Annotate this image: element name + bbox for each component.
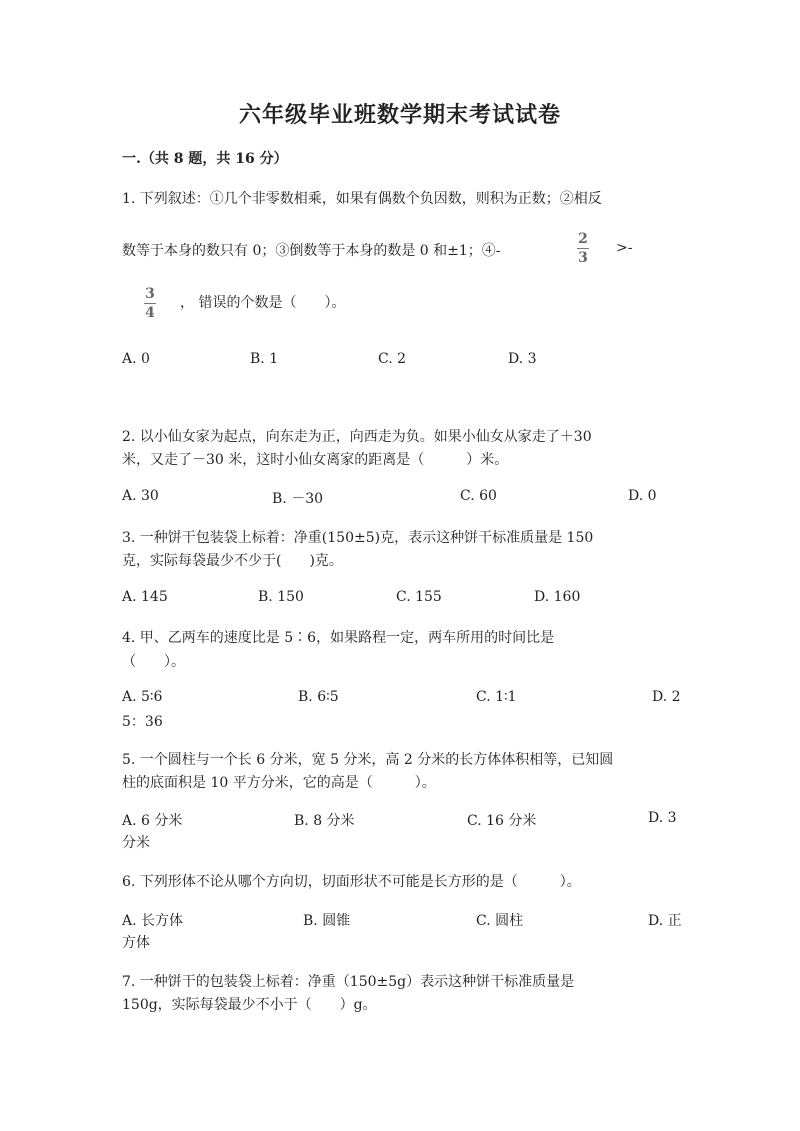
q1-option-d[interactable]: D. 3 [508,351,537,367]
q5-option-b[interactable]: B. 8 分米 [294,813,355,829]
q6-line1: 6. 下列形体不论从哪个方向切，切面形状不可能是长方形的是（ ）。 [122,874,581,890]
q5-option-d-wrap: 分米 [122,835,150,851]
q6-option-d-wrap: 方体 [122,935,150,951]
q1-option-a[interactable]: A. 0 [122,351,150,367]
q6-option-a[interactable]: A. 长方体 [122,913,184,929]
q2-option-c[interactable]: C. 60 [460,488,497,504]
q1-greater-than: >- [616,240,633,256]
q4-option-b[interactable]: B. 6∶5 [298,689,339,705]
q6-option-c[interactable]: C. 圆柱 [476,913,524,929]
q5-line1: 5. 一个圆柱与一个长 6 分米，宽 5 分米，高 2 分米的长方体体积相等，已知圆 [122,752,614,768]
q3-option-b[interactable]: B. 150 [258,589,304,605]
q1-fraction-3-4 [144,287,156,320]
q3-line2: 克，实际每袋最少不少于( )克。 [122,553,343,569]
q3-option-d[interactable]: D. 160 [534,589,581,605]
q2-line2: 米，又走了－30 米，这时小仙女离家的距离是（ ）米。 [122,452,509,468]
fraction-bar [577,248,589,249]
q6-option-b[interactable]: B. 圆锥 [303,913,351,929]
q5-option-a[interactable]: A. 6 分米 [122,813,183,829]
q4-line1: 4. 甲、乙两车的速度比是 5∶6，如果路程一定，两车所用的时间比是 [122,630,555,646]
q2-line1: 2. 以小仙女家为起点，向东走为正，向西走为负。如果小仙女从家走了＋30 [122,429,592,445]
q3-line1: 3. 一种饼干包装袋上标着：净重(150±5)克，表示这种饼干标准质量是 150 [122,530,594,546]
q1-line2: 数等于本身的数只有 0；③倒数等于本身的数是 0 和±1；④- [122,243,501,259]
q4-option-a[interactable]: A. 5∶6 [122,689,163,705]
q1-option-b[interactable]: B. 1 [250,351,279,367]
fraction-bar [144,303,156,304]
q2-option-a[interactable]: A. 30 [122,488,159,504]
q6-option-d[interactable]: D. 正 [648,913,682,929]
q3-option-c[interactable]: C. 155 [396,589,442,605]
fraction-denominator: 4 [145,305,155,321]
fraction-numerator: 2 [578,231,588,247]
q4-option-c[interactable]: C. 1∶1 [476,689,517,705]
q4-line2: （ ）。 [122,654,185,670]
q4-option-d-wrap: 5：36 [122,714,163,730]
q2-option-b[interactable]: B. －30 [272,491,324,507]
q1-line1: 1. 下列叙述：①几个非零数相乘，如果有偶数个负因数，则积为正数；②相反 [122,191,602,207]
fraction-numerator: 3 [145,286,155,302]
q7-line2: 150g，实际每袋最少不小于（ ）g。 [122,997,377,1013]
q1-line3: ， 错误的个数是（ ）。 [180,295,346,311]
q4-option-d[interactable]: D. 2 [652,689,681,705]
q5-option-d[interactable]: D. 3 [648,810,677,826]
q2-option-d[interactable]: D. 0 [628,488,657,504]
q7-line1: 7. 一种饼干的包装袋上标着：净重（150±5g）表示这种饼干标准质量是 [122,974,575,990]
q5-line2: 柱的底面积是 10 平方分米，它的高是（ ）。 [122,775,436,791]
section-heading: 一.（共 8 题，共 16 分） [122,151,288,167]
q5-option-c[interactable]: C. 16 分米 [467,813,537,829]
q1-option-c[interactable]: C. 2 [378,351,407,367]
q3-option-a[interactable]: A. 145 [122,589,168,605]
q1-fraction-2-3 [577,232,589,265]
fraction-denominator: 3 [578,250,588,266]
page-title: 六年级毕业班数学期末考试试卷 [238,102,561,128]
